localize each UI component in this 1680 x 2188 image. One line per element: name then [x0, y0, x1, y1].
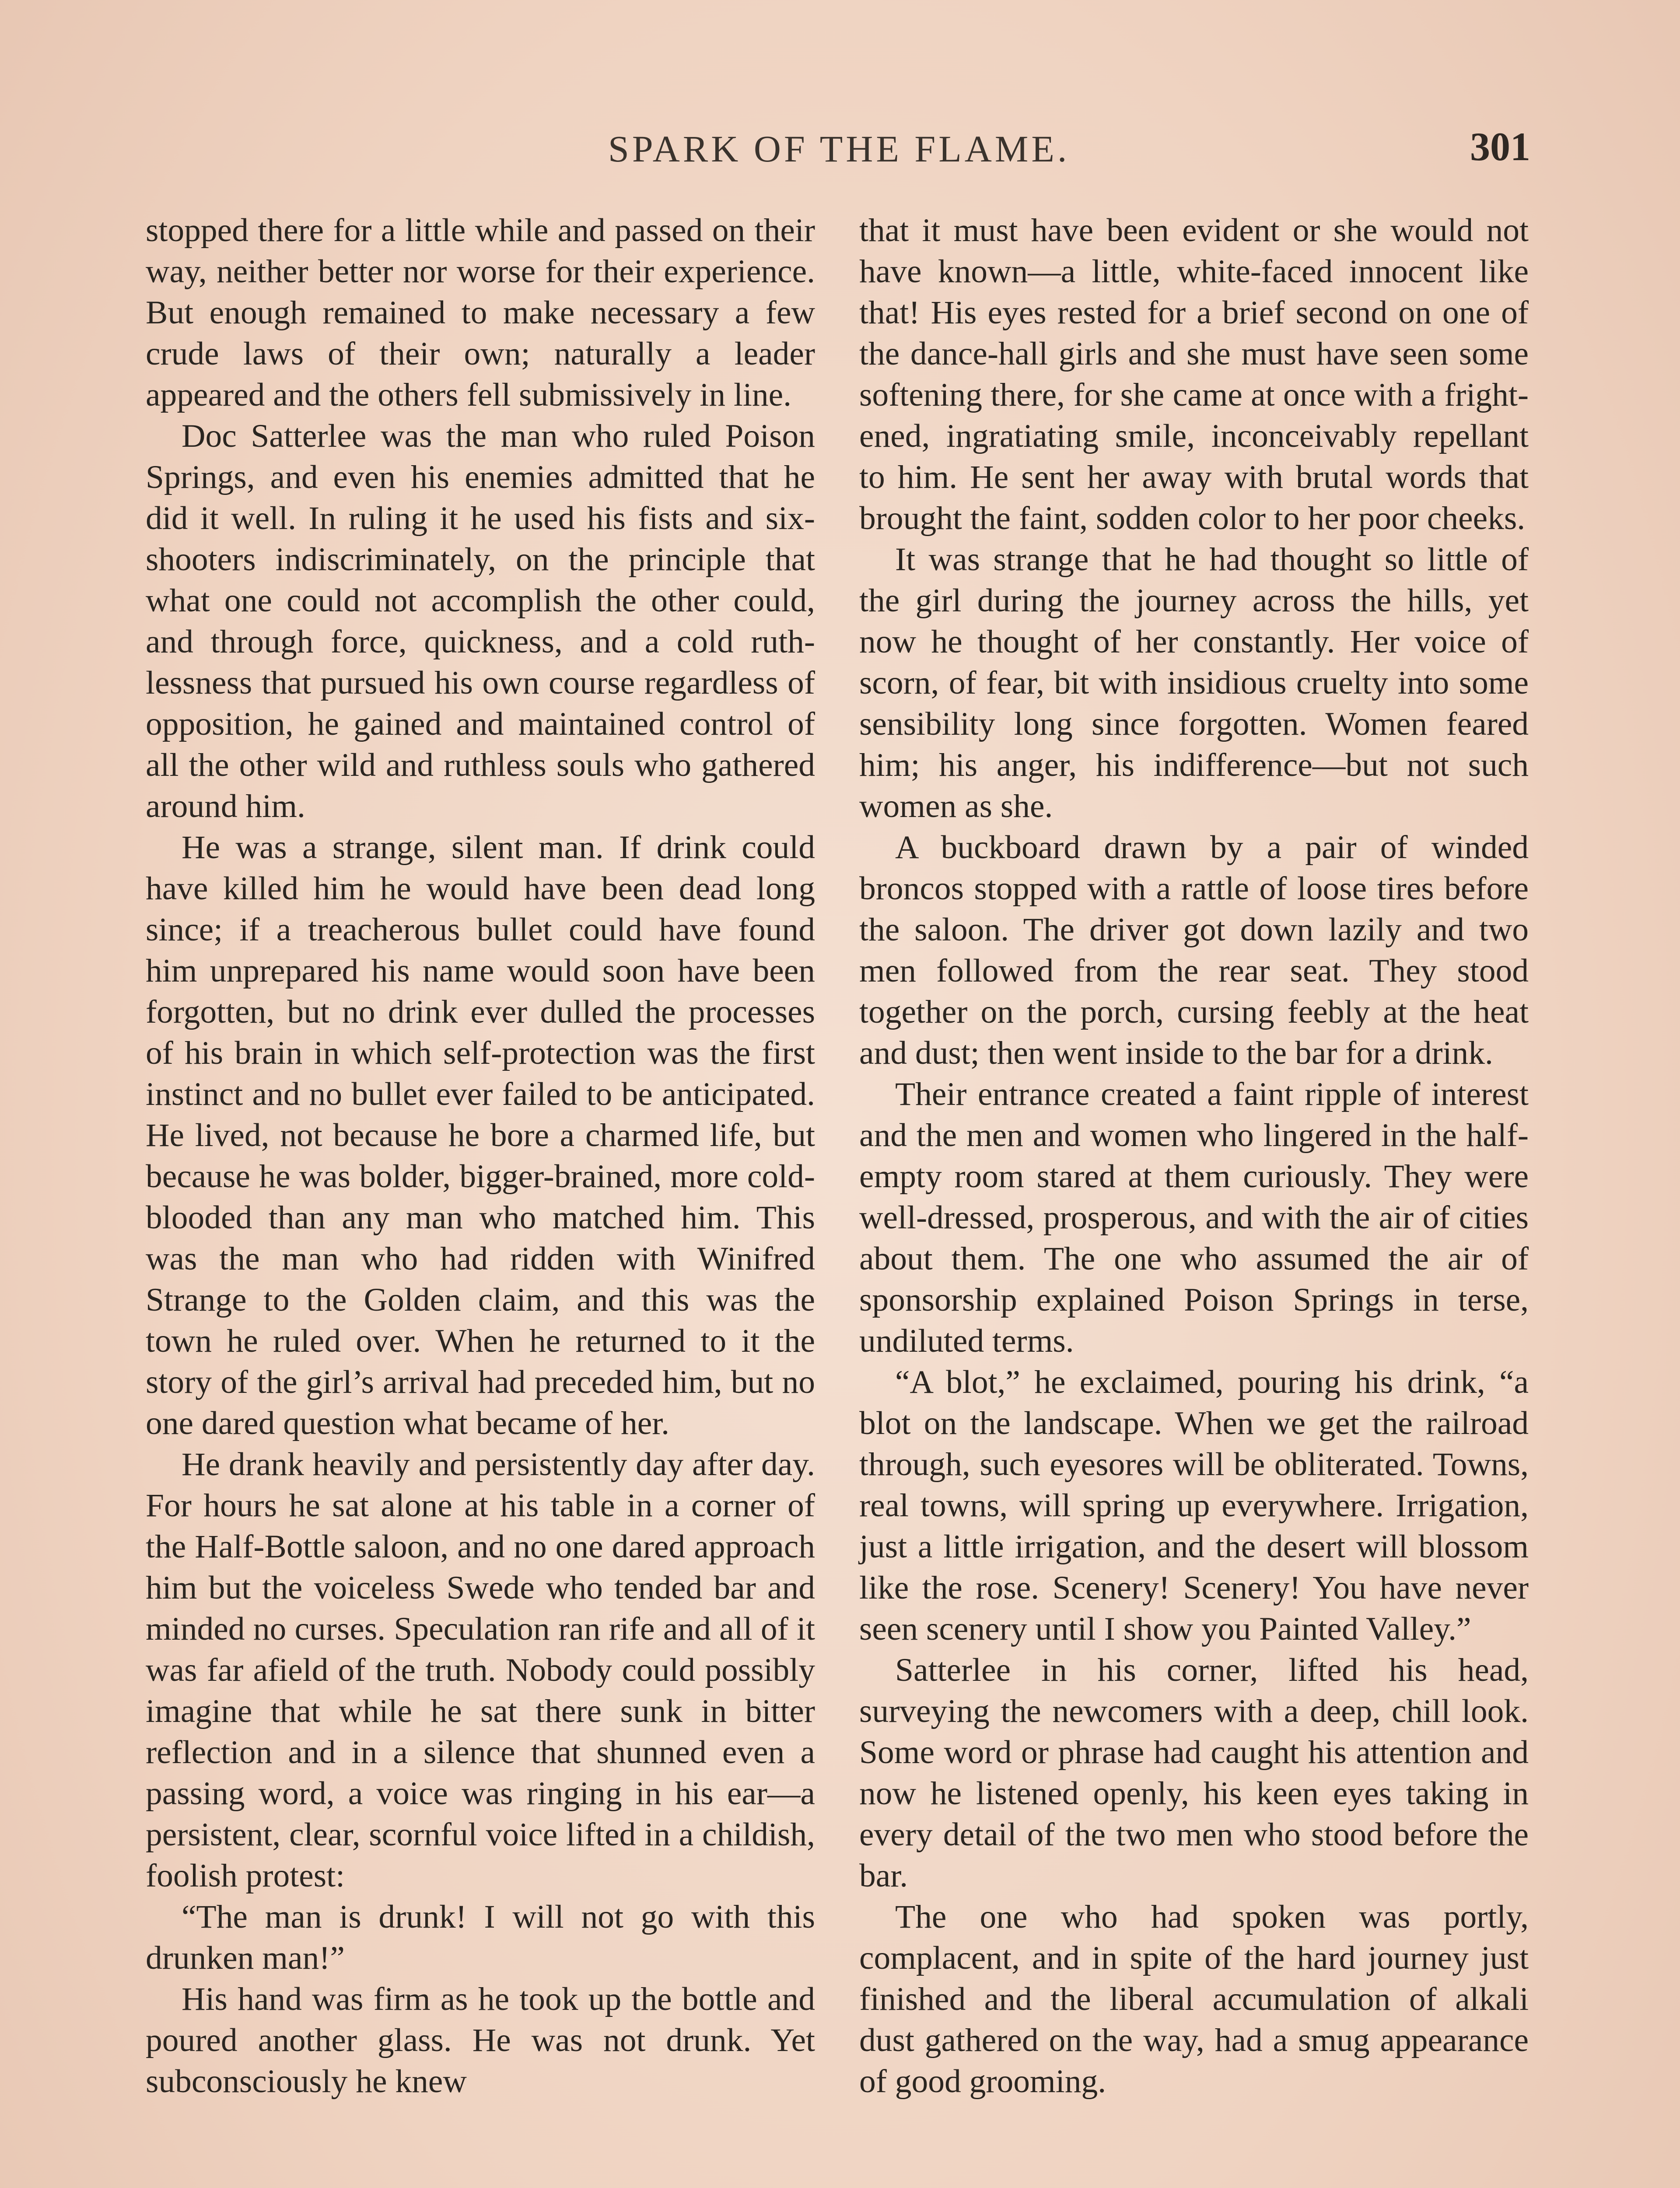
paragraph: Doc Satterlee was the man who ruled Poison Springs, and even his enemies admitted that he did it well. In ruling it he used his fists and six-shooters indiscriminately, on the principle that what one could not accomplish the other could, and through force, quickness, and a cold ruthlessness that pursued his own course regardless of opposition, he gained and maintained control of all the other wild and ruthless souls who gathered around him. [146, 418, 815, 824]
paragraph: Their entrance created a faint ripple of interest and the men and women who lingered in the half-empty room stared at them curiously. They were well-dressed, prosperous, and with the air of cities about them. The one who assumed the air of sponsorship explained Poison Springs in terse, undiluted terms. [859, 1076, 1529, 1359]
page-number: 301 [1470, 124, 1530, 169]
running-title: SPARK OF THE FLAME. [608, 128, 1070, 170]
right-text-column [859, 210, 1529, 2102]
paragraph: He drank heavily and persistently day after day. For hours he sat alone at his table in a corner of the Half-Bottle saloon, and no one dared approach him but the voiceless Swede who tended bar and minded no curses. Speculation ran rife and all of it was far afield of the truth. Nobody could possibly imagine that while he sat there sunk in bitter reflection and in a silence that shunned even a passing word, a voice was ringing in his ear—a persistent, clear, scornful voice lifted in a childish, foolish protest: [146, 1446, 815, 1894]
paragraph: “The man is drunk! I will not go with this drunken man!” [146, 1899, 815, 1976]
left-text-column [146, 210, 815, 2102]
paragraph: He was a strange, silent man. If drink could have killed him he would have been dead long since; if a treacherous bullet could have found him unprepared his name would soon have been forgotten, but no drink ever dulled the processes of his brain in which self-protection was the first instinct and no bullet ever failed to be anticipated. He lived, not because he bore a charmed life, but because he was bolder, bigger-brained, more cold-blooded than any man who matched him. This was the man who had ridden with Winifred Strange to the Golden claim, and this was the town he ruled over. When he returned to it the story of the girl’s arrival had preceded him, but no one dared question what became of her. [146, 829, 815, 1441]
paragraph: His hand was firm as he took up the bottle and poured another glass. He was not drunk. Yet subconsciously he knew [146, 1981, 815, 2100]
paragraph: stopped there for a little while and passed on their way, neither better nor worse for their experience. But enough remained to make necessary a few crude laws of their own; naturally a leader appeared and the others fell submissively in line. [146, 212, 815, 413]
paragraph: The one who had spoken was portly, complacent, and in spite of the hard journey just finished and the liberal accumulation of alkali dust gathered on the way, had a smug appearance of good grooming. [859, 1899, 1529, 2100]
paragraph: It was strange that he had thought so little of the girl during the journey across the hills, yet now he thought of her constantly. Her voice of scorn, of fear, bit with insidious cruelty into some sensibility long since forgotten. Women feared him; his anger, his indifference—but not such women as she. [859, 541, 1529, 824]
running-header [0, 124, 1680, 184]
paragraph: “A blot,” he exclaimed, pouring his drink, “a blot on the landscape. When we get the railroad through, such eyesores will be obliterated. Towns, real towns, will spring up everywhere. Irrigation, just a little irrigation, and the desert will blossom like the rose. Scenery! Scenery! You have never seen scenery until I show you Painted Valley.” [859, 1364, 1529, 1647]
paragraph: that it must have been evident or she would not have known—a little, white-faced innocent like that! His eyes rested for a brief second on one of the dance-hall girls and she must have seen some softening there, for she came at once with a frightened, ingratiating smile, inconceivably repellant to him. He sent her away with brutal words that brought the faint, sodden color to her poor cheeks. [859, 212, 1529, 536]
paragraph: A buckboard drawn by a pair of winded broncos stopped with a rattle of loose tires before the saloon. The driver got down lazily and two men followed from the rear seat. They stood together on the porch, cursing feebly at the heat and dust; then went inside to the bar for a drink. [859, 829, 1529, 1071]
paragraph: Satterlee in his corner, lifted his head, surveying the newcomers with a deep, chill look. Some word or phrase had caught his attention and now he listened openly, his keen eyes taking in every detail of the two men who stood before the bar. [859, 1652, 1529, 1894]
